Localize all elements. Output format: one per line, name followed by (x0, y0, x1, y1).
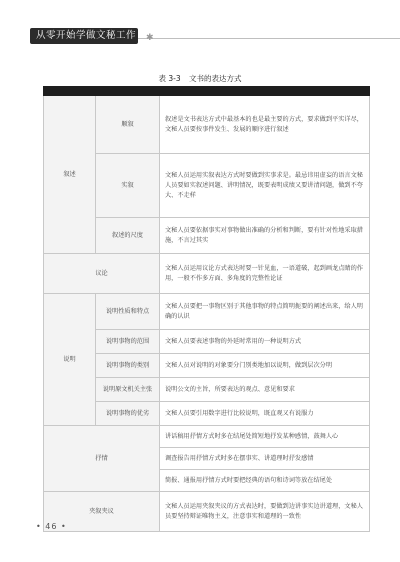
subcategory-cell: 叙述的尺度 (96, 218, 160, 254)
description-cell: 简报、通报用抒情方式时要把经典的语句和诗词等放在结尾处 (160, 470, 370, 492)
description-cell: 文秘人员运用议论方式表达时要一针见血，一语道破，起到画龙点睛的作用，一般不作多方面、多角度的完整性论证 (160, 254, 370, 294)
table-header-cell (44, 87, 370, 96)
subcategory-cell: 说明事物的类别 (96, 354, 160, 378)
description-cell: 文秘人员要表述事物的外延时常用的一种说明方式 (160, 330, 370, 354)
description-cell: 文秘人员运用夹叙夹议的方式表达时，要做到边讲事实边讲道理，文秘人员要坚持辩证唯物主义，注意事实和道理的一致性 (160, 492, 370, 532)
table-row (44, 294, 370, 330)
subcategory-cell: 说明性质和特点 (96, 294, 160, 330)
table-row (44, 492, 370, 532)
category-argue: 议论 (44, 254, 160, 294)
description-cell: 文秘人员要引用数字进行比较说明，既直观又有说服力 (160, 402, 370, 426)
star-icon: ✱ (146, 33, 154, 43)
category-explain: 说明 (44, 294, 96, 426)
table-row (44, 96, 370, 154)
description-cell: 文秘人员要把一事物区别于其他事物的特点简明扼要的阐述出来，给人明确的认识 (160, 294, 370, 330)
description-cell: 叙述是文书表达方式中最基本的也是最主要的方式，要求做到平实详尽，文秘人员要按事件发生、发展的顺序进行叙述 (160, 96, 370, 154)
header-rule (138, 38, 400, 39)
subcategory-cell: 说明原文机关主张 (96, 378, 160, 402)
subcategory-cell: 说明事物的优劣 (96, 402, 160, 426)
description-cell: 调查报告用抒情方式时多在摆事实、讲道理时抒发感情 (160, 448, 370, 470)
table-number: 表 3-3 (158, 74, 181, 83)
description-cell: 讲话稿用抒情方式时多在结尾处简短地抒发某种感情，鼓舞人心 (160, 426, 370, 448)
category-narrate: 叙述 (44, 96, 96, 254)
category-mixed: 夹叙夹议 (44, 492, 160, 532)
page-number: • 46 • (36, 522, 67, 531)
description-cell: 文秘人员运用实叙表达方式时要做到实事求是。最忌讳用虚妄的语言文秘人员要如实叙述问题、讲明情况，既要表明成绩又要讲清问题，做到不夸大、不走样 (160, 154, 370, 218)
header-title: 从零开始学做文秘工作 (36, 30, 137, 41)
table-title: 文书的表达方式 (189, 74, 242, 83)
table-header-row (44, 87, 370, 96)
expression-table (43, 86, 370, 532)
page-header (0, 0, 400, 46)
subcategory-cell: 顺叙 (96, 96, 160, 154)
category-lyric: 抒情 (44, 426, 160, 492)
table-caption (0, 73, 400, 84)
table-row (44, 426, 370, 448)
table-row (44, 254, 370, 294)
subcategory-cell: 实叙 (96, 154, 160, 218)
description-cell: 说明公文的主旨，所要表达的观点、意见和要求 (160, 378, 370, 402)
description-cell: 文秘人员要依据事实对事物做出准确的分析和判断，要有针对性地采取措施，不言过其实 (160, 218, 370, 254)
subcategory-cell: 说明事物的范围 (96, 330, 160, 354)
description-cell: 文秘人员对说明的对象要分门别类地加以说明，做到层次分明 (160, 354, 370, 378)
